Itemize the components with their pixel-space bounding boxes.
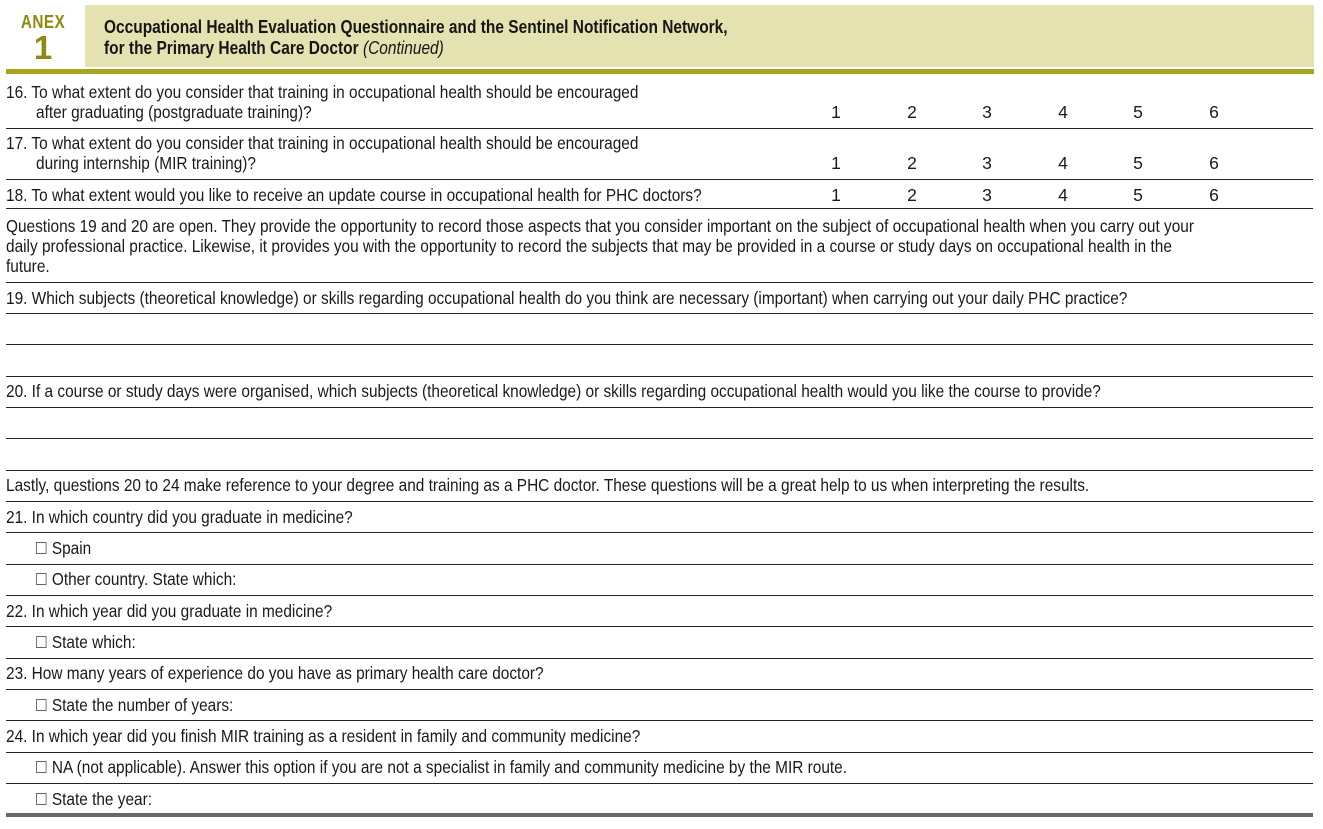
checkbox[interactable] bbox=[36, 636, 47, 648]
q24-option-na-content bbox=[36, 757, 847, 777]
q18-option-2[interactable]: 2 bbox=[907, 185, 917, 205]
question-17-row bbox=[6, 129, 1313, 180]
question-21-text: 21. In which country did you graduate in medicine? bbox=[6, 507, 353, 527]
q17-option-1[interactable]: 1 bbox=[831, 153, 841, 173]
degree-intro-text: Lastly, questions 20 to 24 make reference to your degree and training as a PHC doctor. These questions will be a great help to us when interpreting the results. bbox=[6, 475, 1090, 495]
q18-option-6[interactable]: 6 bbox=[1209, 185, 1219, 205]
q17-option-6[interactable]: 6 bbox=[1209, 153, 1219, 173]
anex-number: 1 bbox=[33, 29, 53, 66]
q16-option-3[interactable]: 3 bbox=[982, 102, 992, 122]
open-intro-line-1: Questions 19 and 20 are open. They provide the opportunity to record those aspects that you consider important on the subject of occupational health when you carry out your bbox=[6, 216, 1194, 236]
title-line-2 bbox=[104, 38, 728, 59]
q17-option-3[interactable]: 3 bbox=[982, 153, 992, 173]
q19-answer-line-1[interactable] bbox=[6, 314, 1313, 345]
q24-option-na[interactable] bbox=[6, 753, 1313, 784]
question-18-row bbox=[6, 180, 1313, 209]
q24-option-year[interactable] bbox=[6, 784, 1313, 813]
q16-option-4[interactable]: 4 bbox=[1058, 102, 1068, 122]
q24-option-year-content bbox=[36, 789, 152, 809]
header-rule bbox=[6, 69, 1314, 74]
q17-option-2[interactable]: 2 bbox=[907, 153, 917, 173]
q16-option-2[interactable]: 2 bbox=[907, 102, 917, 122]
question-19-row bbox=[6, 283, 1313, 314]
checkbox[interactable] bbox=[36, 573, 47, 585]
question-22-text: 22. In which year did you graduate in medicine? bbox=[6, 601, 333, 621]
q16-option-5[interactable]: 5 bbox=[1133, 102, 1143, 122]
question-16-line-1: 16. To what extent do you consider that training in occupational health should be encouraged bbox=[6, 82, 639, 102]
question-22-row bbox=[6, 596, 1313, 627]
question-23-text: 23. How many years of experience do you have as primary health care doctor? bbox=[6, 663, 544, 683]
q20-answer-line-1[interactable] bbox=[6, 408, 1313, 439]
open-intro-line-3: future. bbox=[6, 256, 50, 276]
q17-option-5[interactable]: 5 bbox=[1133, 153, 1143, 173]
page-title bbox=[104, 17, 728, 59]
question-16-row bbox=[6, 75, 1313, 129]
q23-option-years-label: State the number of years: bbox=[51, 695, 234, 715]
anex-badge bbox=[6, 5, 80, 66]
question-17-line-2: during internship (MIR training)? bbox=[36, 153, 256, 173]
q18-option-4[interactable]: 4 bbox=[1058, 185, 1068, 205]
q21-option-other-label: Other country. State which: bbox=[51, 569, 237, 589]
question-17-line-1: 17. To what extent do you consider that training in occupational health should be encouraged bbox=[6, 133, 639, 153]
q21-option-spain-label: Spain bbox=[51, 538, 92, 558]
question-24-row bbox=[6, 721, 1313, 753]
title-continued: (Continued) bbox=[362, 38, 444, 58]
q22-option-state[interactable] bbox=[6, 627, 1313, 659]
question-20-text: 20. If a course or study days were organised, which subjects (theoretical knowledge) or skills regarding occupational health would you like the course to provide? bbox=[6, 381, 1101, 401]
title-line-1: Occupational Health Evaluation Questionnaire and the Sentinel Notification Network, bbox=[104, 17, 728, 37]
title-line-2-text: for the Primary Health Care Doctor bbox=[104, 38, 359, 58]
question-21-row bbox=[6, 502, 1313, 533]
q24-option-na-label: NA (not applicable). Answer this option if you are not a specialist in family and community medicine by the MIR route. bbox=[51, 757, 848, 777]
q18-option-3[interactable]: 3 bbox=[982, 185, 992, 205]
q18-option-5[interactable]: 5 bbox=[1133, 185, 1143, 205]
question-23-row bbox=[6, 659, 1313, 690]
q21-option-spain[interactable] bbox=[6, 533, 1313, 565]
question-19-text: 19. Which subjects (theoretical knowledge) or skills regarding occupational health do you think are necessary (important) when carrying out your daily PHC practice? bbox=[6, 288, 1128, 308]
bottom-rule bbox=[6, 813, 1313, 817]
checkbox[interactable] bbox=[36, 761, 47, 773]
checkbox[interactable] bbox=[36, 793, 47, 805]
open-questions-intro bbox=[6, 209, 1313, 283]
q22-option-state-label: State which: bbox=[51, 632, 136, 652]
q24-option-year-label: State the year: bbox=[51, 789, 153, 809]
q21-option-other[interactable] bbox=[6, 565, 1313, 596]
q21-option-spain-content bbox=[36, 538, 91, 558]
anex-label: ANEX bbox=[20, 12, 66, 32]
question-20-row bbox=[6, 377, 1313, 408]
open-intro-line-2: daily professional practice. Likewise, it provides you with the opportunity to record the subjects that may be provided in a course or study days on occupational health in the bbox=[6, 236, 1172, 256]
q19-answer-line-2[interactable] bbox=[6, 345, 1313, 377]
question-24-text: 24. In which year did you finish MIR training as a resident in family and community medicine? bbox=[6, 726, 641, 746]
q16-option-1[interactable]: 1 bbox=[831, 102, 841, 122]
degree-intro-row bbox=[6, 471, 1313, 502]
question-16-line-2: after graduating (postgraduate training)? bbox=[36, 102, 312, 122]
q18-option-1[interactable]: 1 bbox=[831, 185, 841, 205]
q16-option-6[interactable]: 6 bbox=[1209, 102, 1219, 122]
checkbox[interactable] bbox=[36, 699, 47, 711]
q22-option-state-content bbox=[36, 632, 136, 652]
question-18-text: 18. To what extent would you like to receive an update course in occupational health for PHC doctors? bbox=[6, 185, 702, 205]
q23-option-years[interactable] bbox=[6, 690, 1313, 721]
q23-option-years-content bbox=[36, 695, 233, 715]
q21-option-other-content bbox=[36, 569, 236, 589]
q20-answer-line-2[interactable] bbox=[6, 439, 1313, 471]
checkbox[interactable] bbox=[36, 542, 47, 554]
q17-option-4[interactable]: 4 bbox=[1058, 153, 1068, 173]
